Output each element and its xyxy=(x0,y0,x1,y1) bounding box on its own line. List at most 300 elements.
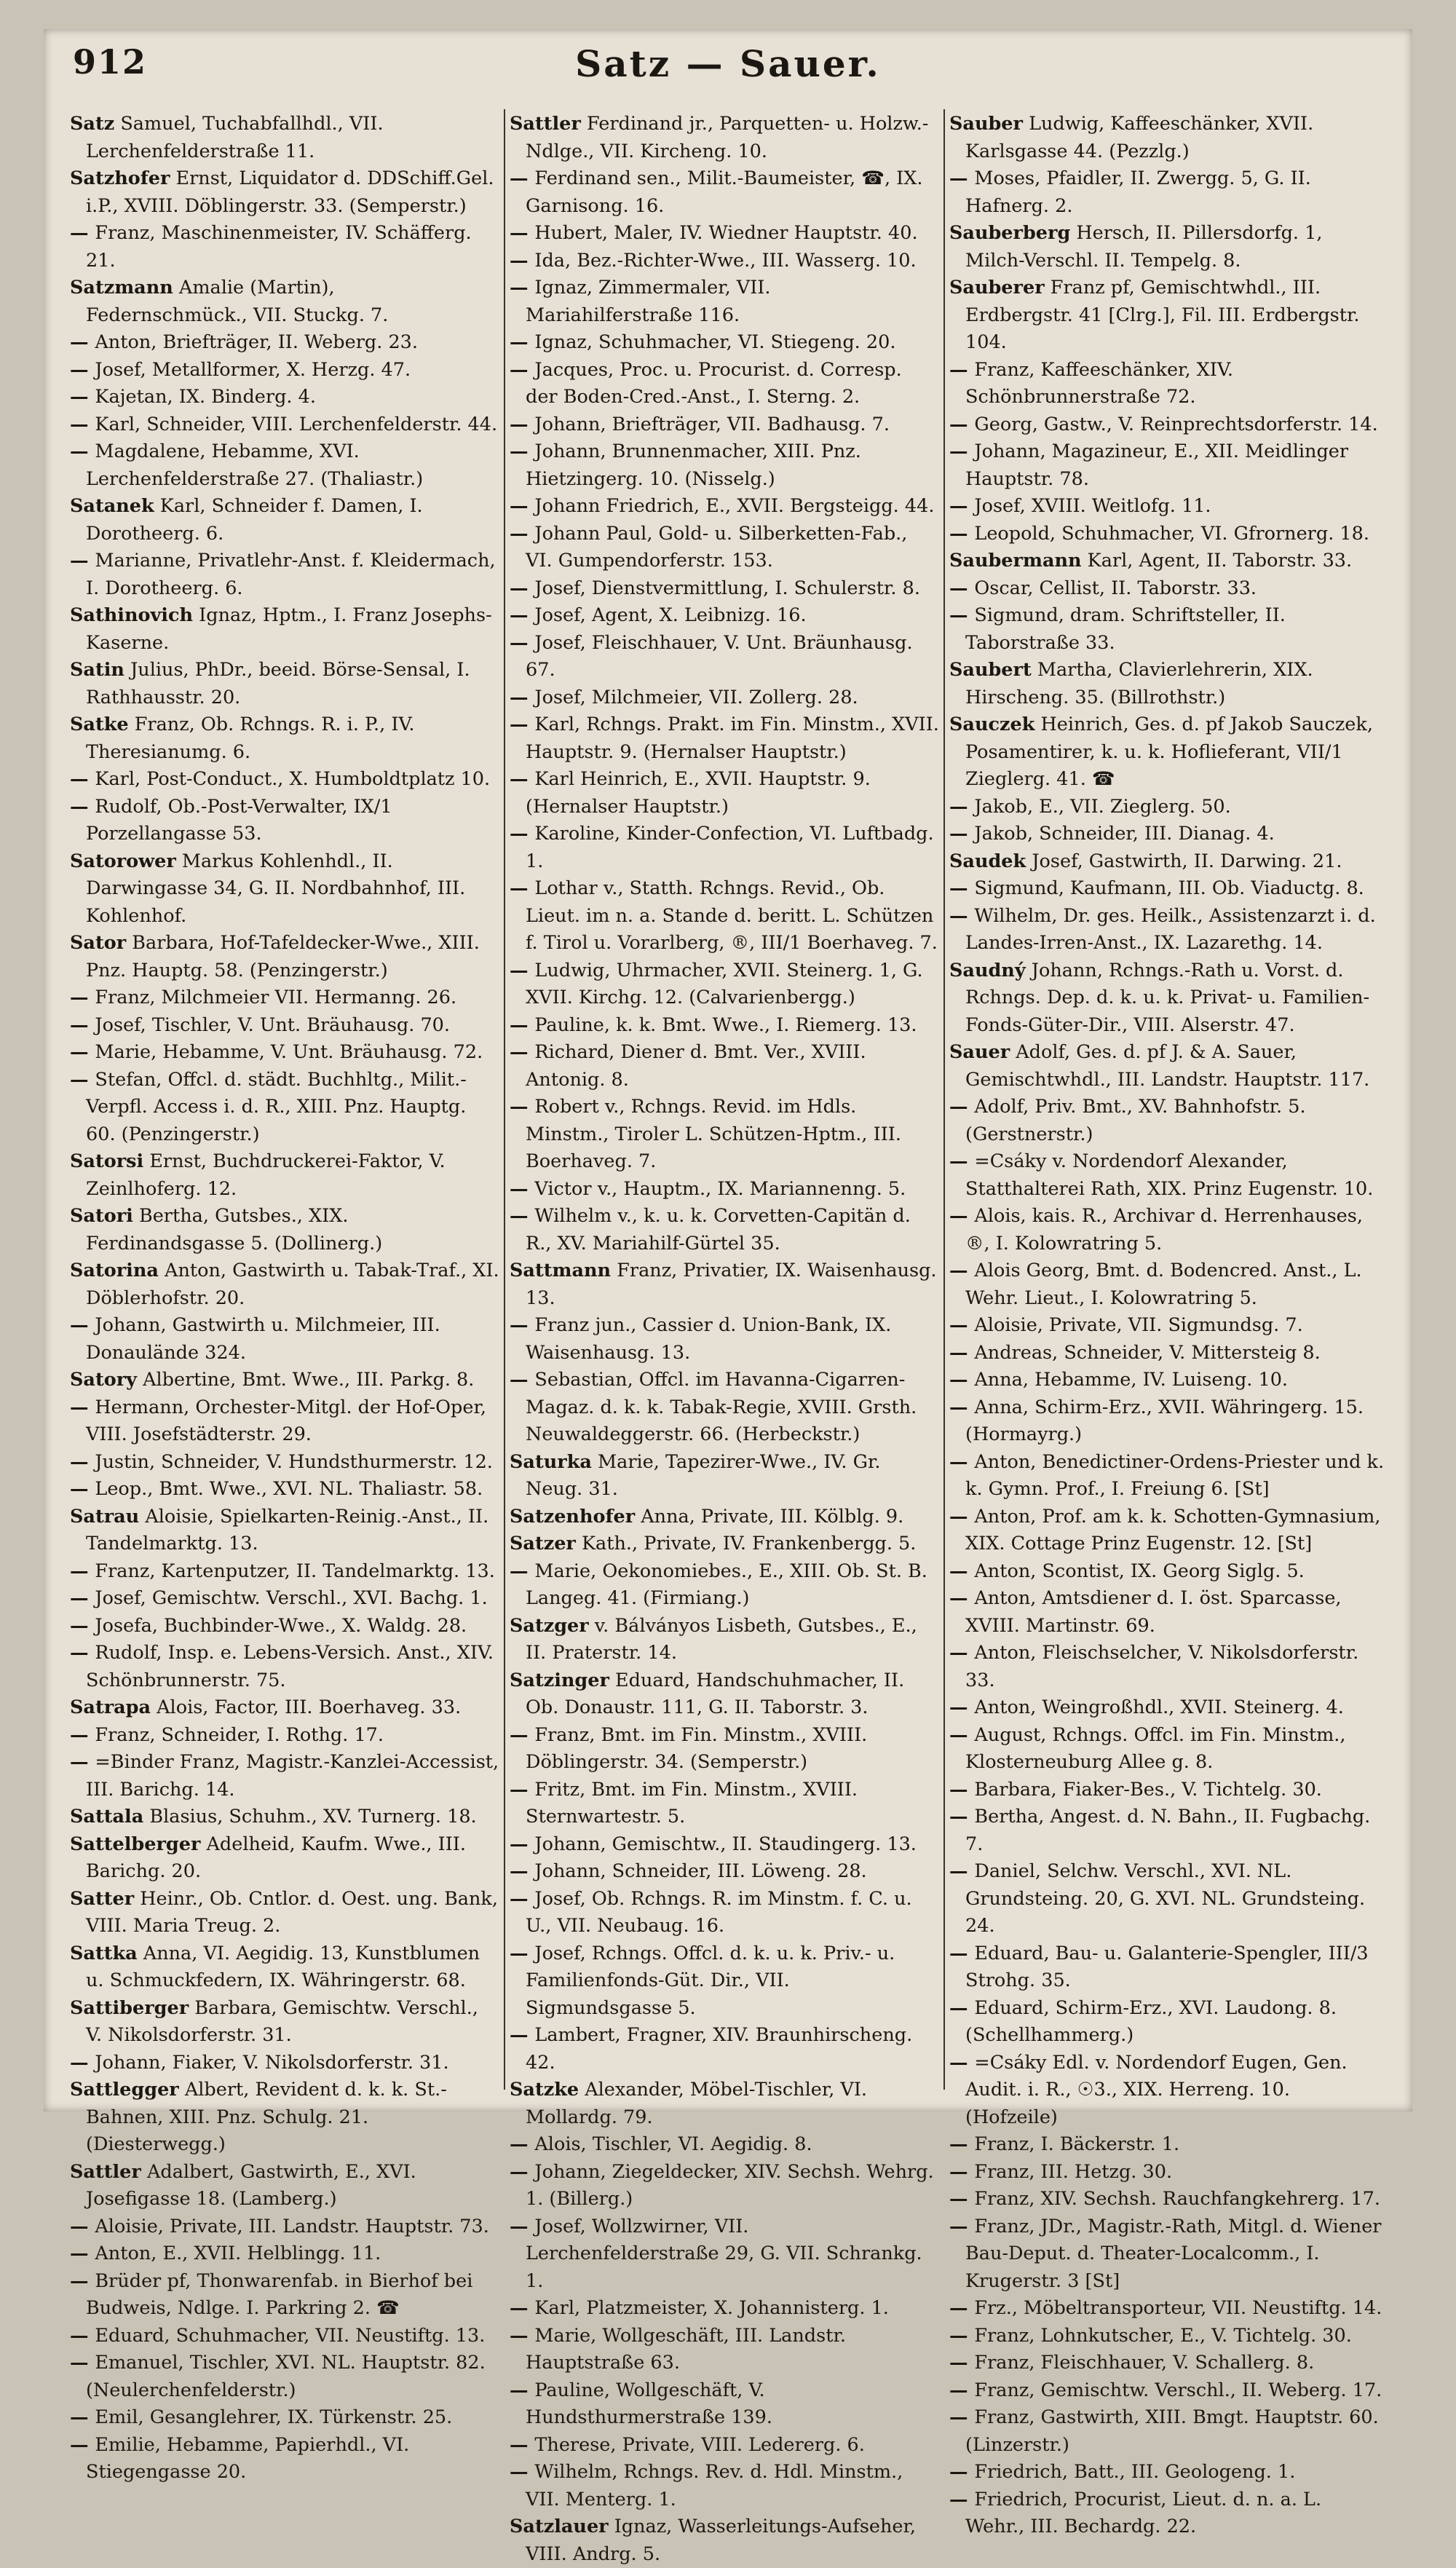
entry-details: Jakob, E., VII. Zieglerg. 50. xyxy=(974,795,1231,818)
directory-entry xyxy=(510,1176,939,1204)
directory-entry xyxy=(70,329,499,357)
continuation-dash: — xyxy=(949,2215,975,2237)
continuation-dash: — xyxy=(510,604,535,626)
directory-entry xyxy=(70,438,499,493)
continuation-dash: — xyxy=(949,2379,975,2401)
entry-details: Alois, Factor, III. Boerhaveg. 33. xyxy=(157,1696,462,1718)
entry-details: Karl, Schneider, VIII. Lerchenfelderstr. 44. xyxy=(95,413,498,435)
entry-details: Therese, Private, VIII. Ledererg. 6. xyxy=(534,2433,865,2456)
directory-entry xyxy=(510,630,939,684)
continuation-dash: — xyxy=(510,1833,535,1855)
entry-details: Ferdinand jr., Parquetten- u. Holzw.-Ndlge., VII. Kircheng. 10. xyxy=(526,113,929,162)
entry-details: Friedrich, Procurist, Lieut. d. n. a. L. Wehr., III. Bechardg. 22. xyxy=(965,2488,1322,2537)
continuation-dash: — xyxy=(949,440,975,462)
entry-surname: Sauberer xyxy=(949,277,1045,299)
directory-entry xyxy=(949,1203,1386,1257)
entry-details: Robert v., Rchngs. Revid. im Hdls. Minstm., Tiroler L. Schützen-Hptm., III. Boerhaveg. 7. xyxy=(526,1096,901,1172)
directory-entry xyxy=(510,1722,939,1777)
continuation-dash: — xyxy=(70,1041,95,1063)
entry-details: Anton, Amtsdiener d. I. öst. Sparcasse, XVIII. Martinstr. 69. xyxy=(965,1587,1342,1637)
column-divider xyxy=(504,109,505,2090)
continuation-dash: — xyxy=(510,714,535,735)
continuation-dash: — xyxy=(70,2243,95,2264)
directory-entry xyxy=(949,2486,1386,2541)
directory-entry xyxy=(70,1039,499,1067)
directory-entry xyxy=(70,2240,499,2268)
continuation-dash: — xyxy=(949,2297,975,2319)
entry-surname: Satke xyxy=(70,714,129,735)
entry-details: Lambert, Fragner, XIV. Braunhirscheng. 42. xyxy=(526,2024,913,2074)
directory-entry xyxy=(70,2213,499,2241)
entry-details: Barbara, Gemischtw. Verschl., V. Nikolsdorferstr. 31. xyxy=(86,1996,478,2046)
directory-entry xyxy=(949,357,1386,411)
continuation-dash: — xyxy=(949,522,975,545)
continuation-dash: — xyxy=(70,331,95,353)
directory-entry xyxy=(949,1094,1386,1148)
continuation-dash: — xyxy=(949,1369,975,1391)
entry-details: Karl, Post-Conduct., X. Humboldtplatz 10. xyxy=(95,768,491,790)
entry-details: Alois, Tischler, VI. Aegidig. 8. xyxy=(534,2133,812,2155)
entry-details: Anton, Benedictiner-Ordens-Priester und k. k. Gymn. Prof., I. Freiung 6. [St] xyxy=(965,1450,1385,1500)
continuation-dash: — xyxy=(510,1778,535,1801)
continuation-dash: — xyxy=(949,1450,975,1473)
continuation-dash: — xyxy=(510,1314,535,1336)
continuation-dash: — xyxy=(510,959,535,981)
continuation-dash: — xyxy=(70,1314,95,1336)
directory-entry xyxy=(949,602,1386,657)
entry-details: Josefa, Buchbinder-Wwe., X. Waldg. 28. xyxy=(95,1614,467,1637)
directory-entry xyxy=(70,411,499,439)
entry-details: Anton, Weingroßhdl., XVII. Steinerg. 4. xyxy=(974,1696,1344,1718)
entry-details: Anton, Scontist, IX. Georg Siglg. 5. xyxy=(974,1560,1305,1582)
continuation-dash: — xyxy=(510,1560,535,1582)
directory-entry xyxy=(510,575,939,603)
entry-details: Johann Paul, Gold- u. Silberketten-Fab., VI. Gumpendorferstr. 153. xyxy=(526,522,908,572)
directory-entry xyxy=(949,1148,1386,1203)
directory-entry xyxy=(510,2077,939,2131)
entry-details: Emilie, Hebamme, Papierhdl., VI. Stiegengasse 20. xyxy=(86,2433,410,2483)
entry-details: Josef, Gemischtw. Verschl., XVI. Bachg. 1. xyxy=(95,1587,488,1609)
entry-surname: Satorina xyxy=(70,1260,159,1281)
directory-entry xyxy=(510,1012,939,1040)
entry-details: Karl, Platzmeister, X. Johannisterg. 1. xyxy=(534,2297,889,2319)
entry-details: Alois, kais. R., Archivar d. Herrenhauses, ®, I. Kolowratring 5. xyxy=(965,1205,1363,1255)
entry-details: Victor v., Hauptm., IX. Mariannenng. 5. xyxy=(534,1177,906,1200)
continuation-dash: — xyxy=(949,2188,975,2210)
directory-entry xyxy=(510,1613,939,1667)
entry-details: Franz, Ob. Rchngs. R. i. P., IV. Theresianumg. 6. xyxy=(86,714,415,763)
continuation-dash: — xyxy=(949,1396,975,1418)
continuation-dash: — xyxy=(949,1996,975,2019)
directory-entry xyxy=(949,411,1386,439)
entry-details: Marianne, Privatlehr-Anst. f. Kleidermach, I. Dorotheerg. 6. xyxy=(86,550,496,599)
directory-entry xyxy=(70,1504,499,1558)
entry-surname: Saudek xyxy=(949,850,1026,872)
directory-entry xyxy=(949,821,1386,848)
continuation-dash: — xyxy=(70,440,95,462)
continuation-dash: — xyxy=(510,167,535,189)
entry-details: Anton, Briefträger, II. Weberg. 23. xyxy=(95,331,419,353)
entry-surname: Saubermann xyxy=(949,550,1082,572)
entry-details: Wilhelm, Dr. ges. Heilk., Assistenzarzt i. d. Landes-Irren-Anst., IX. Lazarethg. 14. xyxy=(965,904,1376,954)
continuation-dash: — xyxy=(70,1587,95,1609)
continuation-dash: — xyxy=(510,2297,535,2319)
entry-surname: Satzer xyxy=(510,1533,576,1554)
directory-entry xyxy=(949,1858,1386,1940)
directory-entry xyxy=(510,165,939,220)
directory-entry xyxy=(510,1831,939,1859)
column-2 xyxy=(510,111,939,2565)
continuation-dash: — xyxy=(510,440,535,462)
entry-details: Franz, Gastwirth, XIII. Bmgt. Hauptstr. 60. (Linzerstr.) xyxy=(965,2406,1379,2456)
directory-entry xyxy=(510,602,939,630)
continuation-dash: — xyxy=(510,2461,535,2483)
entry-details: Eduard, Handschuhmacher, II. Ob. Donaustr. 111, G. II. Taborstr. 3. xyxy=(526,1669,905,1718)
directory-entry xyxy=(949,957,1386,1040)
directory-entry xyxy=(70,1067,499,1149)
entry-details: Ignaz, Schuhmacher, VI. Stiegeng. 20. xyxy=(534,331,896,353)
continuation-dash: — xyxy=(510,1041,535,1063)
directory-entry xyxy=(70,220,499,274)
directory-entry xyxy=(949,657,1386,711)
directory-entry xyxy=(70,766,499,794)
entry-details: Marie, Tapezirer-Wwe., IV. Gr. Neug. 31. xyxy=(526,1450,881,1500)
entry-details: Stefan, Offcl. d. städt. Buchhltg., Milit.-Verpfl. Access i. d. R., XIII. Pnz. Hauptg. 60. (Penzingerstr.) xyxy=(86,1068,467,1145)
directory-entry xyxy=(510,438,939,493)
continuation-dash: — xyxy=(70,1560,95,1582)
entry-details: Josef, Ob. Rchngs. R. im Minstm. f. C. u. U., VII. Neubaug. 16. xyxy=(526,1887,912,1937)
continuation-dash: — xyxy=(949,167,975,189)
entry-details: Richard, Diener d. Bmt. Ver., XVIII. Antonig. 8. xyxy=(526,1041,866,1091)
entry-details: Johann, Fiaker, V. Nikolsdorferstr. 31. xyxy=(95,2051,449,2074)
directory-entry xyxy=(510,2432,939,2460)
continuation-dash: — xyxy=(949,1096,975,1118)
directory-entry xyxy=(510,329,939,357)
entry-details: Sigmund, dram. Schriftsteller, II. Taborstraße 33. xyxy=(965,604,1286,654)
entry-surname: Satzke xyxy=(510,2079,579,2101)
entry-surname: Satrapa xyxy=(70,1696,151,1718)
entry-details: Martha, Clavierlehrerin, XIX. Hirscheng. 35. (Billrothstr.) xyxy=(965,659,1313,708)
continuation-dash: — xyxy=(949,1806,975,1828)
entry-details: Jacques, Proc. u. Procurist. d. Corresp. der Boden-Cred.-Anst., I. Sterng. 2. xyxy=(526,358,902,408)
entry-details: Oscar, Cellist, II. Taborstr. 33. xyxy=(974,577,1257,599)
directory-entry xyxy=(70,1148,499,1203)
directory-entry xyxy=(70,1312,499,1367)
entry-details: Anna, VI. Aegidig. 13, Kunstblumen u. Schmuckfedern, IX. Währingerstr. 68. xyxy=(86,1942,480,1991)
entry-details: Hubert, Maler, IV. Wiedner Hauptstr. 40. xyxy=(534,222,918,244)
directory-entry xyxy=(70,930,499,984)
directory-entry xyxy=(949,2050,1386,2132)
entry-surname: Satory xyxy=(70,1369,137,1391)
directory-entry xyxy=(510,2513,939,2568)
entry-details: Franz, Fleischhauer, V. Schallerg. 8. xyxy=(974,2352,1315,2374)
continuation-dash: — xyxy=(510,1723,535,1746)
directory-entry xyxy=(70,1886,499,1940)
entry-details: Hermann, Orchester-Mitgl. der Hof-Oper, VIII. Josefstädterstr. 29. xyxy=(86,1396,486,1445)
directory-entry xyxy=(70,1012,499,1040)
entry-details: Karoline, Kinder-Confection, VI. Luftbadg. 1. xyxy=(526,823,934,872)
entry-details: Franz, XIV. Sechsh. Rauchfangkehrerg. 17. xyxy=(974,2188,1380,2210)
entry-details: Ernst, Buchdruckerei-Faktor, V. Zeinlhoferg. 12. xyxy=(86,1150,446,1200)
column-3 xyxy=(949,111,1386,2537)
directory-entry xyxy=(70,1749,499,1803)
entry-surname: Satzlauer xyxy=(510,2516,609,2537)
entry-details: Franz, Gemischtw. Verschl., II. Weberg. 17. xyxy=(974,2379,1382,2401)
directory-entry xyxy=(949,903,1386,957)
directory-entry xyxy=(949,274,1386,357)
entry-surname: Saudný xyxy=(949,959,1026,981)
entry-details: Adolf, Priv. Bmt., XV. Bahnhofstr. 5. (Gerstnerstr.) xyxy=(965,1096,1306,1145)
entry-details: Josef, Rchngs. Offcl. d. k. u. k. Priv.- u. Familienfonds-Güt. Dir., VII. Sigmundsgasse 5. xyxy=(526,1942,895,2019)
entry-details: Ignaz, Wasserleitungs-Aufseher, VIII. Andrg. 5. xyxy=(526,2516,917,2565)
directory-entry xyxy=(949,1995,1386,2050)
entry-details: Josef, Agent, X. Leibnizg. 16. xyxy=(534,604,807,626)
continuation-dash: — xyxy=(510,2379,535,2401)
continuation-dash: — xyxy=(70,795,95,818)
directory-entry xyxy=(949,2350,1386,2377)
directory-entry xyxy=(70,794,499,848)
entry-details: Georg, Gastw., V. Reinprechtsdorferstr. 14. xyxy=(974,413,1378,435)
directory-entry xyxy=(949,2131,1386,2159)
entry-surname: Sattiberger xyxy=(70,1996,189,2019)
continuation-dash: — xyxy=(510,1942,535,1964)
directory-entry xyxy=(510,1667,939,1722)
entry-details: Aloisie, Private, VII. Sigmundsg. 7. xyxy=(974,1314,1303,1336)
entry-details: Heinr., Ob. Cntlor. d. Oest. ung. Bank, VIII. Maria Treug. 2. xyxy=(86,1887,498,1937)
entry-details: Lothar v., Statth. Rchngs. Revid., Ob. Lieut. im n. a. Stande d. beritt. L. Schützen f. Tirol u. Vorarlberg, ®, III/1 Boerhaveg. 7. xyxy=(526,877,938,954)
entry-details: Wilhelm v., k. u. k. Corvetten-Capitän d. R., XV. Mariahilf-Gürtel 35. xyxy=(526,1205,911,1255)
entry-details: Adolf, Ges. d. pf J. & A. Sauer, Gemischtwhdl., III. Landstr. Hauptstr. 117. xyxy=(965,1041,1370,1091)
continuation-dash: — xyxy=(70,1751,95,1773)
entry-details: Franz jun., Cassier d. Union-Bank, IX. Waisenhausg. 13. xyxy=(526,1314,892,1364)
continuation-dash: — xyxy=(949,413,975,435)
directory-entry xyxy=(510,766,939,821)
entry-surname: Saturka xyxy=(510,1450,592,1473)
continuation-dash: — xyxy=(949,2160,975,2183)
continuation-dash: — xyxy=(70,2352,95,2374)
continuation-dash: — xyxy=(949,604,975,626)
entry-surname: Satter xyxy=(70,1887,135,1910)
continuation-dash: — xyxy=(510,1205,535,1227)
entry-details: Josef, Fleischhauer, V. Unt. Bräunhausg. 67. xyxy=(526,631,913,681)
directory-entry xyxy=(949,111,1386,165)
entry-surname: Satorsi xyxy=(70,1150,144,1172)
directory-entry xyxy=(949,2186,1386,2213)
directory-entry xyxy=(70,1394,499,1449)
entry-details: Sebastian, Offcl. im Havanna-Cigarren-Magaz. d. k. k. Tabak-Regie, XVIII. Grsth. Neuwaldeggerstr. 66. (Herbeckstr.) xyxy=(526,1369,917,1445)
entry-details: Josef, Milchmeier, VII. Zollerg. 28. xyxy=(534,686,858,708)
continuation-dash: — xyxy=(510,331,535,353)
continuation-dash: — xyxy=(949,495,975,517)
directory-entry xyxy=(510,1449,939,1504)
entry-details: Alexander, Möbel-Tischler, VI. Mollardg. 79. xyxy=(526,2079,868,2128)
directory-entry xyxy=(510,1940,939,2023)
continuation-dash: — xyxy=(70,1478,95,1500)
directory-entry xyxy=(510,1530,939,1558)
entry-surname: Sator xyxy=(70,932,127,954)
entry-surname: Sattlegger xyxy=(70,2079,179,2101)
directory-entry xyxy=(510,2213,939,2296)
directory-entry xyxy=(949,1340,1386,1367)
entry-details: Eduard, Schirm-Erz., XVI. Laudong. 8. (Schellhammerg.) xyxy=(965,1996,1337,2046)
continuation-dash: — xyxy=(510,1014,535,1036)
directory-entry xyxy=(70,384,499,411)
directory-entry xyxy=(510,1777,939,1831)
directory-entry xyxy=(70,2404,499,2432)
continuation-dash: — xyxy=(949,1205,975,1227)
entry-details: Magdalene, Hebamme, XVI. Lerchenfelderstraße 27. (Thaliastr.) xyxy=(86,440,424,490)
directory-entry xyxy=(70,602,499,657)
directory-page xyxy=(44,29,1412,2565)
continuation-dash: — xyxy=(949,2051,975,2074)
entry-details: Justin, Schneider, V. Hundsthurmerstr. 12. xyxy=(95,1450,493,1473)
continuation-dash: — xyxy=(949,1696,975,1718)
continuation-dash: — xyxy=(70,2324,95,2347)
continuation-dash: — xyxy=(70,413,95,435)
continuation-dash: — xyxy=(949,2324,975,2347)
entry-details: Franz, Bmt. im Fin. Minstm., XVIII. Döblingerstr. 34. (Semperstr.) xyxy=(526,1723,868,1773)
directory-entry xyxy=(510,875,939,957)
continuation-dash: — xyxy=(510,1096,535,1118)
directory-entry xyxy=(510,2295,939,2323)
entry-details: Albert, Revident d. k. k. St.-Bahnen, XIII. Pnz. Schulg. 21. (Diesterwegg.) xyxy=(86,2079,447,2155)
directory-entry xyxy=(949,1722,1386,1777)
entry-details: =Binder Franz, Magistr.-Kanzlei-Accessist, III. Barichg. 14. xyxy=(86,1751,499,1801)
entry-surname: Satzinger xyxy=(510,1669,609,1691)
directory-entry xyxy=(510,248,939,275)
continuation-dash: — xyxy=(510,2215,535,2237)
entry-details: Karl Heinrich, E., XVII. Hauptstr. 9. (Hernalser Hauptstr.) xyxy=(526,768,871,818)
directory-entry xyxy=(70,657,499,711)
continuation-dash: — xyxy=(510,522,535,545)
entry-details: Ignaz, Zimmermaler, VII. Mariahilferstraße 116. xyxy=(526,277,771,326)
entry-details: Julius, PhDr., beeid. Börse-Sensal, I. Rathhausstr. 20. xyxy=(86,659,470,708)
directory-entry xyxy=(949,848,1386,876)
continuation-dash: — xyxy=(949,877,975,899)
entry-details: Andreas, Schneider, V. Mittersteig 8. xyxy=(974,1341,1321,1364)
directory-entry xyxy=(949,711,1386,794)
continuation-dash: — xyxy=(510,413,535,435)
entry-surname: Sauberberg xyxy=(949,222,1071,244)
entry-details: Johann, Briefträger, VII. Badhausg. 7. xyxy=(534,413,890,435)
continuation-dash: — xyxy=(510,2024,535,2046)
entry-details: Johann, Gemischtw., II. Staudingerg. 13. xyxy=(534,1833,917,1855)
continuation-dash: — xyxy=(949,1560,975,1582)
entry-details: Kajetan, IX. Binderg. 4. xyxy=(95,386,316,408)
entry-surname: Saubert xyxy=(949,659,1032,681)
continuation-dash: — xyxy=(949,1260,975,1281)
directory-entry xyxy=(510,1312,939,1367)
running-head: Satz — Sauer. xyxy=(575,42,881,85)
entry-details: Anton, Fleischselcher, V. Nikolsdorferstr. 33. xyxy=(965,1642,1359,1691)
entry-details: Jakob, Schneider, III. Dianag. 4. xyxy=(974,823,1275,845)
directory-entry xyxy=(510,1558,939,1613)
directory-entry xyxy=(70,165,499,220)
entry-surname: Satzger xyxy=(510,1614,589,1637)
directory-entry xyxy=(70,1367,499,1394)
directory-entry xyxy=(949,1449,1386,1504)
directory-entry xyxy=(949,575,1386,603)
continuation-dash: — xyxy=(949,904,975,927)
continuation-dash: — xyxy=(510,249,535,272)
directory-entry xyxy=(70,1722,499,1750)
entry-surname: Satori xyxy=(70,1205,133,1227)
entry-details: Markus Kohlenhdl., II. Darwingasse 34, G. II. Nordbahnhof, III. Kohlenhof. xyxy=(86,850,466,927)
entry-details: Albertine, Bmt. Wwe., III. Parkg. 8. xyxy=(143,1369,475,1391)
continuation-dash: — xyxy=(949,1642,975,1664)
entry-details: Franz, Milchmeier VII. Hermanng. 26. xyxy=(95,987,457,1008)
entry-details: August, Rchngs. Offcl. im Fin. Minstm., Klosterneuburg Allee g. 8. xyxy=(965,1723,1346,1773)
directory-entry xyxy=(70,2077,499,2159)
directory-entry xyxy=(949,1312,1386,1340)
entry-details: Anton, E., XVII. Helblingg. 11. xyxy=(95,2243,381,2264)
directory-entry xyxy=(70,1476,499,1504)
continuation-dash: — xyxy=(70,2051,95,2074)
directory-entry xyxy=(70,274,499,329)
directory-entry xyxy=(70,1940,499,1995)
continuation-dash: — xyxy=(510,277,535,299)
directory-entry xyxy=(70,1449,499,1477)
entry-surname: Sathinovich xyxy=(70,604,194,626)
entry-surname: Satorower xyxy=(70,850,176,872)
entry-details: Anton, Prof. am k. k. Schotten-Gymnasium, XIX. Cottage Prinz Eugenstr. 12. [St] xyxy=(965,1505,1381,1554)
entry-details: Johann, Ziegeldecker, XIV. Sechsh. Wehrg. 1. (Billerg.) xyxy=(526,2160,934,2210)
entry-details: Barbara, Fiaker-Bes., V. Tichtelg. 30. xyxy=(974,1778,1322,1801)
directory-entry xyxy=(949,438,1386,493)
continuation-dash: — xyxy=(70,1014,95,1036)
continuation-dash: — xyxy=(70,550,95,572)
directory-entry xyxy=(949,220,1386,274)
continuation-dash: — xyxy=(510,358,535,381)
continuation-dash: — xyxy=(70,1642,95,1664)
entry-details: Heinrich, Ges. d. pf Jakob Sauczek, Posamentirer, k. u. k. Hoflieferant, VII/1 Zieglerg. 41. ☎ xyxy=(965,714,1373,790)
directory-entry xyxy=(949,1367,1386,1394)
continuation-dash: — xyxy=(949,1587,975,1609)
directory-entry xyxy=(70,111,499,165)
continuation-dash: — xyxy=(949,2461,975,2483)
directory-entry xyxy=(510,1203,939,1257)
continuation-dash: — xyxy=(510,1369,535,1391)
directory-entry xyxy=(949,875,1386,903)
entry-surname: Sauber xyxy=(949,113,1023,135)
directory-entry xyxy=(70,984,499,1012)
directory-entry xyxy=(70,1640,499,1694)
continuation-dash: — xyxy=(949,1942,975,1964)
entry-details: Ernst, Liquidator d. DDSchiff.Gel. i.P., XVIII. Döblingerstr. 33. (Semperstr.) xyxy=(86,167,494,217)
entry-details: Franz, Kaffeeschänker, XIV. Schönbrunnerstraße 72. xyxy=(965,358,1233,408)
entry-details: Alois Georg, Bmt. d. Bodencred. Anst., L. Wehr. Lieut., I. Kolowratring 5. xyxy=(965,1260,1362,1309)
continuation-dash: — xyxy=(949,1150,975,1172)
entry-details: =Csáky Edl. v. Nordendorf Eugen, Gen. Audit. i. R., ☉3., XIX. Herreng. 10. (Hofzeile) xyxy=(965,2051,1348,2128)
entry-surname: Satin xyxy=(70,659,124,681)
directory-entry xyxy=(510,111,939,165)
continuation-dash: — xyxy=(70,1396,95,1418)
entry-details: Josef, Gastwirth, II. Darwing. 21. xyxy=(1032,850,1342,872)
page-header xyxy=(73,42,1383,108)
entry-details: Barbara, Hof-Tafeldecker-Wwe., XIII. Pnz. Hauptg. 58. (Penzingerstr.) xyxy=(86,932,480,981)
entry-details: Samuel, Tuchabfallhdl., VII. Lerchenfelderstraße 11. xyxy=(86,113,384,162)
entry-surname: Satzmann xyxy=(70,277,173,299)
directory-entry xyxy=(949,2404,1386,2459)
directory-entry xyxy=(949,1585,1386,1640)
directory-entry xyxy=(70,1203,499,1257)
entry-surname: Sattler xyxy=(510,113,581,135)
entry-details: Marie, Wollgeschäft, III. Landstr. Hauptstraße 63. xyxy=(526,2324,846,2374)
directory-entry xyxy=(949,1640,1386,1694)
entry-details: Brüder pf, Thonwarenfab. in Bierhof bei Budweis, Ndlge. I. Parkring 2. ☎ xyxy=(86,2269,473,2319)
directory-entry xyxy=(510,1039,939,1094)
entry-details: Josef, XVIII. Weitlofg. 11. xyxy=(974,495,1211,517)
